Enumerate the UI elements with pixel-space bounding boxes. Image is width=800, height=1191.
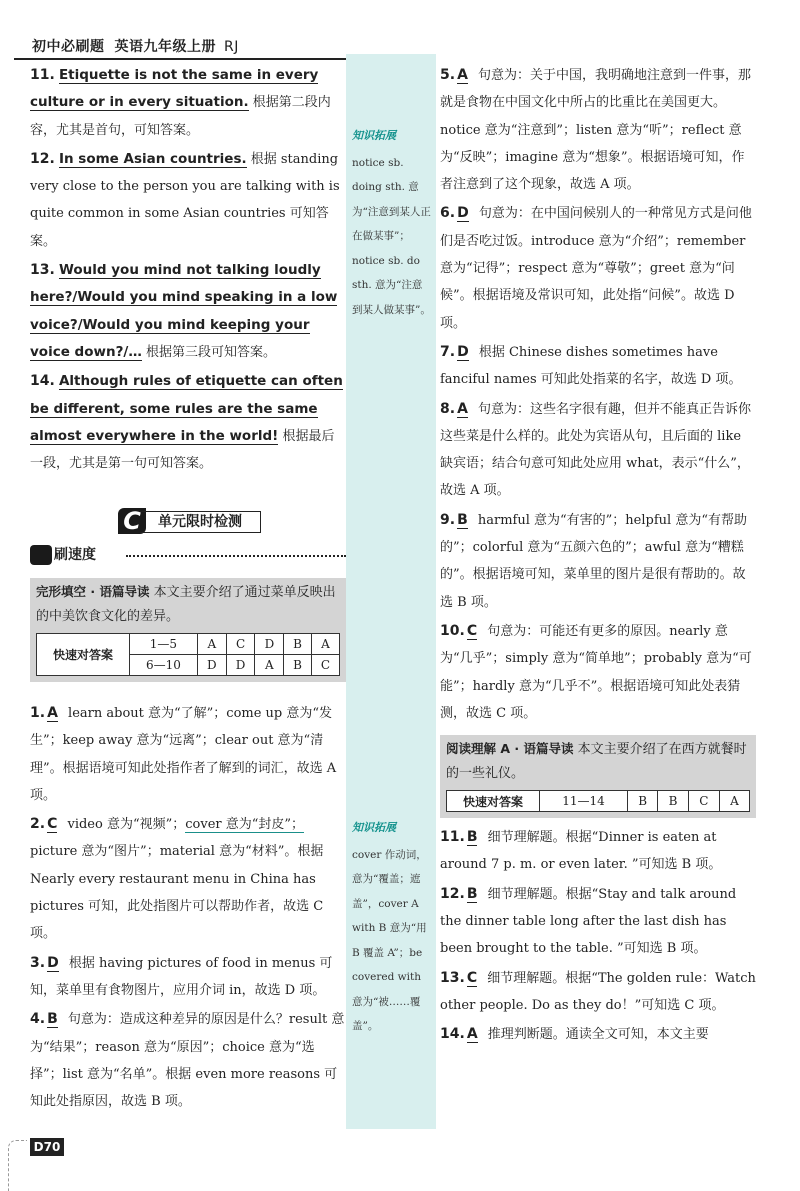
- item-answer-letter: D: [457, 343, 469, 360]
- list-item: [440, 965, 756, 1020]
- list-item: [440, 507, 756, 616]
- side-note-text: notice sb. doing sth. 意为“注意到某人正在做某事”；notice sb. do sth. 意为“注意到某人做某事”。: [352, 156, 431, 316]
- answer-range: 1—5: [130, 634, 198, 655]
- item-answer-letter: B: [457, 511, 468, 528]
- reading-explanations: [440, 824, 756, 1048]
- item-answer-letter: B: [466, 885, 478, 902]
- item-text: 句意为：可能还有更多的原因。nearly 意为“几乎”；simply 意为“简单地”；probably 意为“可能”；hardly 意为“几乎不”。根据语境可知此处表猜测，故选 C 项。: [440, 623, 752, 721]
- item-answer-letter: B: [466, 829, 478, 846]
- answer-cell: D: [197, 655, 226, 676]
- answer-table-label: 快速对答案: [37, 634, 130, 676]
- item-answer-letter: C: [47, 816, 58, 833]
- guide-label: 阅读理解 A · 语篇导读: [446, 741, 574, 757]
- list-item: [30, 146, 346, 255]
- answer-cell: B: [658, 791, 688, 812]
- item-number: 7.: [440, 343, 456, 360]
- list-item: [440, 824, 756, 879]
- item-answer-letter: B: [47, 1011, 58, 1028]
- answer-range: 6—10: [130, 655, 198, 676]
- right-column: [440, 62, 756, 1051]
- book-title: 初中必刷题: [32, 39, 105, 55]
- list-item: [30, 700, 346, 809]
- item-text: harmful 意为“有害的”；helpful 意为“有帮助的”；colorful 意为“五颜六色的”；awful 意为“糟糕的”。根据语境可知，菜单里的图片是很有帮助的。故选 B 项。: [440, 512, 747, 610]
- reading-answer-table: [446, 790, 750, 812]
- item-number: 11.: [440, 829, 465, 846]
- reading-guide: [446, 737, 750, 786]
- item-answer-letter: C: [466, 622, 478, 639]
- item-text: picture 意为“图片”；material 意为“材料”。根据 Nearly every restaurant menu in China has pictures 可知，此处指图片可以帮助作者，故选 C 项。: [30, 844, 324, 942]
- cloze-guide-box: [30, 578, 346, 682]
- list-item: [440, 396, 756, 505]
- page-header: [14, 0, 794, 58]
- item-text: 句意为：在中国问候别人的一种常见方式是问他们是否吃过饭。introduce 意为“介绍”；remember 意为“记得”；respect 意为“尊敬”；greet 意为“问候”。根据语境及常识可知，此处指“问候”。故选 D 项。: [440, 206, 752, 331]
- item-text: 根据 standing very close to the person you are talking with is quite common in some Asian countries 可知答案。: [30, 151, 340, 249]
- item-number: 6.: [440, 205, 456, 222]
- item-number: 11.: [30, 67, 55, 83]
- side-note-heading: 知识拓展: [352, 821, 396, 834]
- answer-cell: A: [311, 634, 339, 655]
- dotted-divider: [126, 555, 346, 557]
- speed-section-bar: [30, 543, 346, 567]
- item-text: learn about 意为“了解”；come up 意为“发生”；keep away 意为“远离”；clear out 意为“清理”。根据语境可知此处指作者了解到的词汇，故选 A 项。: [30, 706, 337, 803]
- item-answer-letter: A: [457, 67, 468, 83]
- item-text-pre: video 意为“视频”；: [67, 817, 186, 833]
- side-note-heading: 知识拓展: [352, 129, 396, 142]
- item-answer-letter: D: [47, 954, 59, 971]
- answer-cell: D: [255, 634, 284, 655]
- list-item: [30, 257, 346, 366]
- item-answer: Would you mind not talking loudly here?/Would you mind speaking in a low voice?/Would you mind keeping your voice down?/…: [30, 262, 338, 360]
- speed-label: 刷速度: [54, 547, 96, 563]
- item-number: 2.: [30, 816, 46, 833]
- item-answer-letter: A: [466, 1026, 478, 1043]
- guide-text: 本文主要介绍了在西方就餐时的一些礼仪。: [446, 742, 747, 782]
- item-number: 12.: [30, 150, 55, 167]
- answer-range: 11—14: [540, 791, 628, 812]
- answer-cell: A: [255, 655, 284, 676]
- item-text: 根据最后一段，尤其是第一句可知答案。: [30, 428, 335, 472]
- list-item: [440, 339, 756, 394]
- cloze-answer-table: [36, 633, 340, 676]
- item-number: 1.: [30, 705, 46, 721]
- item-answer: Etiquette is not the same in every culture or in every situation.: [30, 67, 319, 111]
- answer-cell: B: [284, 655, 312, 676]
- unit-title-text: 单元限时检测: [140, 511, 261, 533]
- item-text: 根据 Chinese dishes sometimes have fanciful names 可知此处指菜的名字，故选 D 项。: [440, 344, 742, 388]
- item-answer-letter: D: [457, 205, 469, 222]
- page-number: D70: [30, 1138, 64, 1156]
- item-answer: In some Asian countries.: [58, 150, 247, 167]
- cloze-explanations: [30, 700, 346, 1117]
- item-text: 句意为：造成这种差异的原因是什么？result 意为“结果”；reason 意为“原因”；choice 意为“选择”；list 意为“名单”。根据 even more reasons 可知此处指原因，故选 B 项。: [30, 1012, 345, 1110]
- item-number: 10.: [440, 622, 465, 639]
- speed-icon: [30, 545, 52, 565]
- left-column: [30, 62, 346, 479]
- unit-test-title: [118, 508, 260, 534]
- item-text: 根据 having pictures of food in menus 可知，菜单里有食物图片，应用介词 in，故选 D 项。: [30, 955, 333, 998]
- item-number: 9.: [440, 511, 456, 528]
- item-number: 12.: [440, 885, 465, 902]
- answer-cell: C: [311, 655, 339, 676]
- list-item: [440, 200, 756, 336]
- guide-text: 本文主要介绍了通过菜单反映出的中美饮食文化的差异。: [36, 585, 336, 624]
- corner-decoration: [8, 1140, 27, 1191]
- item-number: 13.: [30, 262, 55, 279]
- item-answer: Although rules of etiquette can often be different, some rules are the same almost everywhere in the world!: [30, 373, 343, 444]
- reading-guide-box: [440, 735, 756, 818]
- item-answer-letter: C: [466, 969, 478, 986]
- answer-cell: A: [197, 634, 226, 655]
- item-number: 3.: [30, 954, 46, 971]
- list-item: [30, 62, 346, 144]
- answer-cell: C: [688, 791, 719, 812]
- header-rule: [14, 58, 348, 60]
- item-number: 4.: [30, 1011, 46, 1028]
- side-note-notice: [352, 124, 432, 322]
- item-text: 根据第三段可知答案。: [145, 344, 276, 360]
- item-number: 14.: [440, 1026, 465, 1043]
- answer-table-label: 快速对答案: [447, 791, 540, 812]
- list-item: [30, 950, 346, 1005]
- item-number: 5.: [440, 67, 456, 83]
- item-text: 细节理解题。根据“The golden rule：Watch other people. Do as they do！”可知选 C 项。: [440, 970, 756, 1013]
- side-note-text: cover 作动词，意为“覆盖；遮盖”，cover A with B 意为“用 B 覆盖 A”；be covered with 意为“被……覆盖”。: [352, 848, 427, 1032]
- answer-cell: D: [226, 655, 255, 676]
- answer-cell: A: [719, 791, 749, 812]
- answer-cell: C: [226, 634, 255, 655]
- item-text: 推理判断题。通读全文可知，本文主要: [487, 1027, 709, 1043]
- unit-letter-badge: C: [118, 508, 146, 534]
- item-text: 句意为：这些名字很有趣，但并不能真正告诉你这些菜是什么样的。此处为宾语从句，且后面的 like 缺宾语；结合句意可知此处应用 what，表示“什么”，故选 A 项。: [440, 401, 752, 499]
- list-item: [440, 881, 756, 963]
- item-number: 8.: [440, 400, 456, 417]
- item-answer-letter: A: [457, 400, 468, 417]
- list-item: [440, 62, 756, 198]
- answer-cell: B: [284, 634, 312, 655]
- item-answer-letter: A: [47, 705, 58, 721]
- table-row: [447, 791, 750, 812]
- list-item: [30, 811, 346, 947]
- item-text-highlight: cover 意为“封皮”；: [185, 817, 305, 833]
- item-number: 14.: [30, 373, 55, 390]
- item-text: 句意为：关于中国，我明确地注意到一件事，那就是食物在中国文化中所占的比重比在美国更大。notice 意为“注意到”；listen 意为“听”；reflect 意为“反映”；imagine 意为“想象”。根据语境可知，作者注意到了这个现象，故选 A 项。: [440, 68, 752, 193]
- table-row: [37, 634, 340, 655]
- list-item: [440, 1021, 756, 1048]
- header-text: [32, 36, 239, 56]
- subject-title: 英语九年级上册: [114, 39, 216, 55]
- answer-cell: B: [627, 791, 657, 812]
- item-text: 细节理解题。根据“Dinner is eaten at around 7 p. m. or even later. ”可知选 B 项。: [440, 830, 722, 873]
- version-label: RJ: [224, 39, 239, 55]
- guide-label: 完形填空 · 语篇导读: [36, 584, 150, 599]
- item-number: 13.: [440, 969, 465, 986]
- list-item: [30, 1006, 346, 1115]
- item-text: 细节理解题。根据“Stay and talk around the dinner table long after the last dish has been brought to the table. ”可知选 B 项。: [440, 886, 737, 957]
- cloze-guide: [36, 580, 340, 629]
- list-item: [440, 618, 756, 727]
- item-text: 根据第二段内容，尤其是首句，可知答案。: [30, 95, 331, 138]
- side-note-cover: [352, 816, 432, 1039]
- list-item: [30, 368, 346, 477]
- cloze-section: [30, 578, 346, 682]
